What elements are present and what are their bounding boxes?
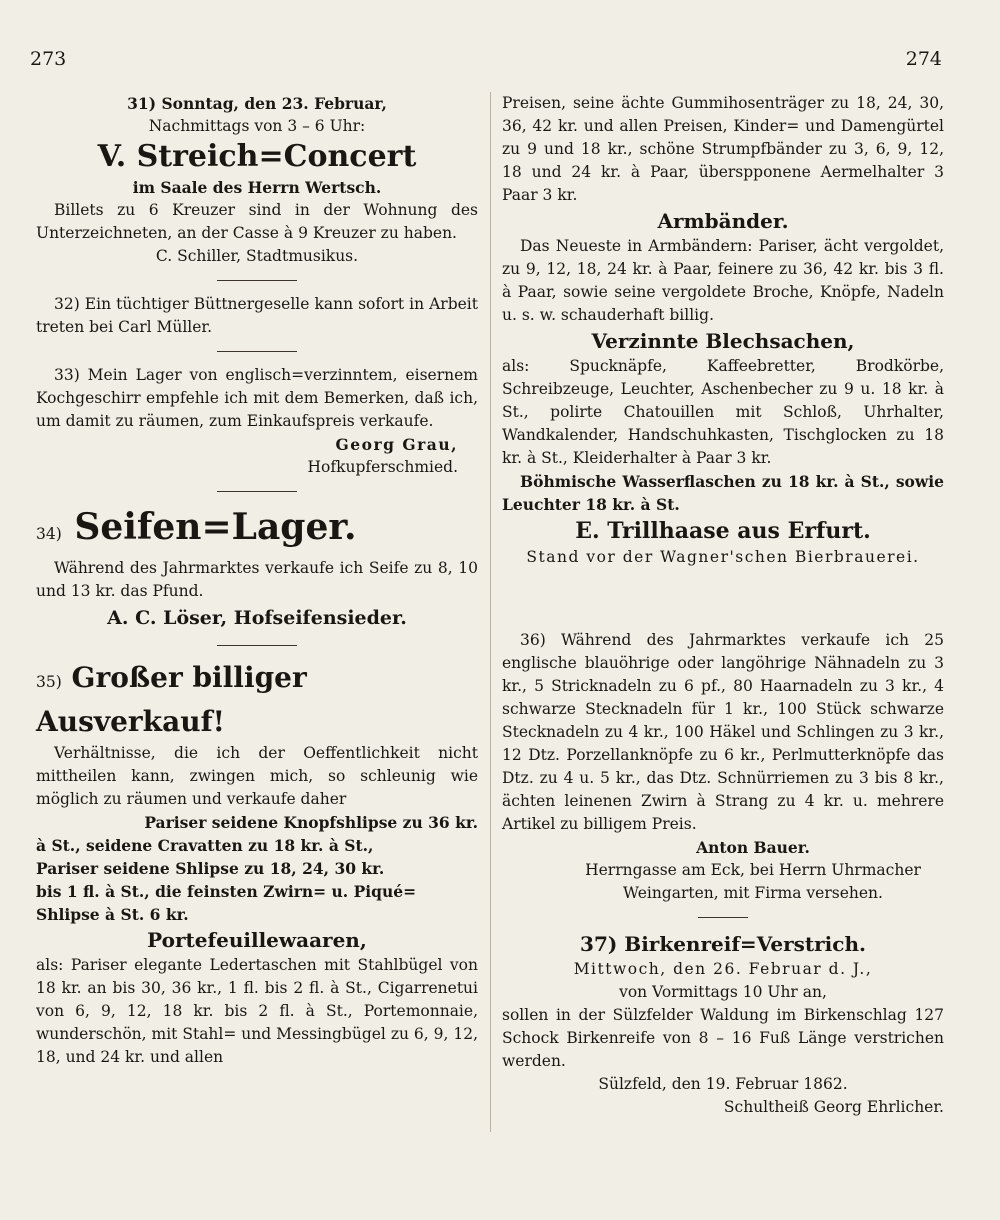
- ad-35-firm-name: E. Trillhaase aus Erfurt.: [575, 518, 871, 544]
- ad-34-signature: A. C. Löser, Hofseifensieder.: [107, 607, 407, 629]
- ad-35-item-d: bis 1 fl. à St., die feinsten Zwirn= u. Piqué=: [36, 882, 417, 901]
- ad-37-title: 37) Birkenreif=Verstrich.: [580, 932, 866, 956]
- ad-33-body: 33) Mein Lager von englisch=verzinntem, eisernem Kochgeschirr empfehle ich mit dem Bemerken, daß ich, um damit zu räumen, zum Einkaufspreis verkaufe.: [36, 366, 478, 430]
- separator: [217, 491, 297, 492]
- ad-35-title-line: [36, 658, 478, 742]
- ad-35-intro: Verhältnisse, die ich der Oeffentlichkeit nicht mittheilen kann, zwingen mich, so schleunig wie möglich zu räumen und verkaufe daher: [36, 744, 478, 808]
- ad-31-body: Billets zu 6 Kreuzer sind in der Wohnung des Unterzeichneten, an der Casse à 9 Kreuzer zu haben.: [36, 201, 478, 242]
- ad-36: [502, 629, 944, 905]
- ad-36-body: 36) Während des Jahrmarktes verkaufe ich 25 englische blauöhrige oder langöhrige Nähnadeln zu 3 kr., 5 Stricknadeln zu 6 pf., 80 Haarnadeln zu 3 kr., 4 schwarze Stecknadeln für 1 kr., 100 Stück schwarze Stecknadeln zu 4 kr., 100 Häkel und Schlingen zu 3 kr., 12 Dtz. Porzellanknöpfe zu 6 kr., Perlmutterknöpfe das Dtz. zu 4 u. 5 kr., das Dtz. Schnürriemen zu 3 bis 8 kr., ächten leinenen Zwirn à Strang zu 4 kr. u. mehrere Artikel zu billigem Preis.: [502, 631, 944, 833]
- ad-35-item-b: à St., seidene Cravatten zu 18 kr. à St.,: [36, 836, 374, 855]
- ad-37-body: sollen in der Sülzfelder Waldung im Birkenschlag 127 Schock Birkenreife von 8 – 16 Fuß Länge verstrichen werden.: [502, 1006, 944, 1070]
- ad-33: [36, 364, 478, 479]
- right-column: [502, 92, 944, 1119]
- ad-31: [36, 92, 478, 268]
- ad-35-heading-blechsachen: Verzinnte Blechsachen,: [591, 329, 855, 353]
- ad-37-signature: Schultheiß Georg Ehrlicher.: [723, 1098, 944, 1116]
- separator: [217, 351, 297, 352]
- ad-35-continued: [502, 92, 944, 569]
- ad-34-body: Während des Jahrmarktes verkaufe ich Seife zu 8, 10 und 13 kr. das Pfund.: [36, 559, 478, 600]
- ad-37: [502, 930, 944, 1119]
- ad-35-number: 35): [36, 673, 62, 691]
- ad-33-signature-title: Hofkupferschmied.: [307, 458, 458, 476]
- ad-35-blechsachen-body: als: Spucknäpfe, Kaffeebretter, Brodkörbe, Schreibzeuge, Leuchter, Aschenbecher zu 9 u. 18 kr. à St., polirte Chatouillen mit Schloß, Uhrhalter, Wandkalender, Handschuhkasten, Tischglocken zu 18 kr. à St., Kleiderhalter à Paar 3 kr.: [502, 357, 944, 467]
- ad-35-armbaender-body: Das Neueste in Armbändern: Pariser, ächt vergoldet, zu 9, 12, 18, 24 kr. à Paar, feinere zu 36, 42 kr. bis 3 fl. à Paar, sowie seine vergoldete Broche, Knöpfe, Nadeln u. s. w. schauderhaft billig.: [502, 237, 944, 324]
- ad-31-date: 31) Sonntag, den 23. Februar,: [127, 94, 387, 113]
- ad-34-title: Seifen=Lager.: [74, 506, 357, 548]
- ad-34-title-line: [36, 504, 478, 557]
- ad-35-title: Großer billiger Ausverkauf!: [36, 661, 307, 738]
- ad-31-signature: C. Schiller, Stadtmusikus.: [155, 247, 359, 265]
- ad-35-continued-body: Preisen, seine ächte Gummihosenträger zu 18, 24, 30, 36, 42 kr. und allen Preisen, Kinder= und Damengürtel zu 9 und 18 kr., schöne Strumpfbänder zu 3, 6, 9, 12, 18 und 24 kr. à Paar, überspponene Aermelhalter 3 Paar 3 kr.: [502, 94, 944, 204]
- ad-35-boehmische: Böhmische Wasserflaschen zu 18 kr. à St., sowie Leuchter 18 kr. à St.: [502, 472, 944, 514]
- ad-35-item-c: Pariser seidene Shlipse zu 18, 24, 30 kr.: [36, 859, 385, 878]
- ad-36-address: Herrngasse am Eck, bei Herrn Uhrmacher Weingarten, mit Firma versehen.: [585, 861, 921, 902]
- ad-33-signature-name: Georg Grau,: [335, 435, 458, 454]
- ad-31-venue: im Saale des Herrn Wertsch.: [132, 178, 382, 197]
- ad-35-body-portefeuille: als: Pariser elegante Ledertaschen mit Stahlbügel von 18 kr. an bis 30, 36 kr., 1 fl. bis 2 fl. à St., Cigarrenetui von 6, 9, 12, 18 kr. bis 2 fl. à St., Portemonnaie, wunderschön, mit Stahl= und Messingbügel zu 6, 9, 12, 18, und 24 kr. und allen: [36, 956, 478, 1066]
- page-number-right: 274: [905, 48, 942, 70]
- ad-35-heading-armbaender: Armbänder.: [657, 209, 789, 233]
- ad-35-item-a: Pariser seidene Knopfshlipse zu 36 kr.: [144, 813, 478, 832]
- ad-35-heading-portefeuille: Portefeuillewaaren,: [147, 928, 367, 952]
- ad-31-title: V. Streich=Concert: [97, 139, 417, 174]
- column-divider: [490, 92, 491, 1132]
- separator: [217, 645, 297, 646]
- ad-37-time: von Vormittags 10 Uhr an,: [619, 983, 827, 1001]
- separator: [698, 917, 748, 918]
- ad-36-signature: Anton Bauer.: [696, 838, 810, 857]
- left-column: [36, 92, 478, 1069]
- ad-35: [36, 658, 478, 1069]
- ad-37-place-date: Sülzfeld, den 19. Februar 1862.: [598, 1075, 848, 1093]
- ad-37-date: Mittwoch, den 26. Februar d. J.,: [573, 960, 873, 978]
- spacer: [502, 569, 944, 629]
- page-number-left: 273: [30, 48, 67, 70]
- ad-34: [36, 504, 478, 633]
- ad-35-stand: Stand vor der Wagner'schen Bierbrauerei.: [526, 548, 920, 566]
- separator: [217, 280, 297, 281]
- ad-35-item-e: Shlipse à St. 6 kr.: [36, 905, 189, 924]
- ad-31-time: Nachmittags von 3 – 6 Uhr:: [148, 117, 366, 135]
- ad-34-number: 34): [36, 525, 62, 543]
- ad-32-body: 32) Ein tüchtiger Büttnergeselle kann sofort in Arbeit treten bei Carl Müller.: [36, 295, 478, 336]
- ad-32: [36, 293, 478, 339]
